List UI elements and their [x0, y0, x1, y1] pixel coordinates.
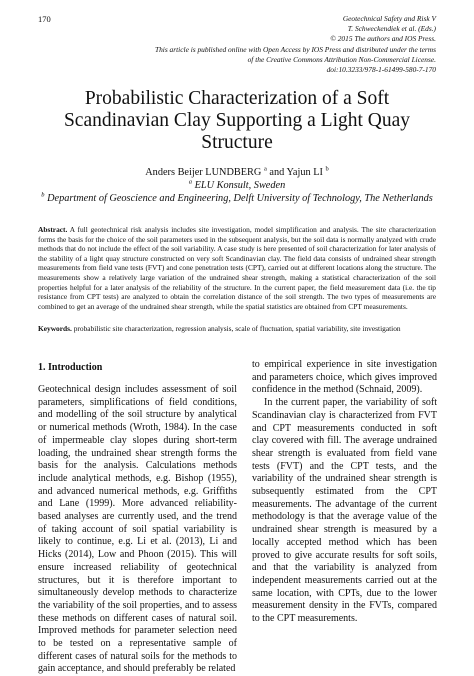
author-name: Anders Beijer LUNDBERG [145, 167, 262, 178]
body-paragraph: In the current paper, the variability of soft Scandinavian clay is characterized from FVT and CPT measurements conducted in soft clay covered with fill. The average undrained shear strength is evaluated from field vane tests (FVT) and the CPT tests, and the variability of the undrained shear strength is subsequently estimated from the CPT measurements. The advantage of the current methodology is that the average value of the undrained shear strength is measured by a locally accepted method which has been proved to give accurate results for soft soils, and that the variability is analyzed from independent measurements carried out at the same location, with CPTs, due to the lower measurement density in the FVTs, compared to the CPT measurements. [252, 397, 437, 625]
keywords [38, 324, 436, 334]
header-metadata [106, 14, 436, 75]
paper-title [40, 88, 434, 154]
page-number: 170 [38, 14, 51, 24]
author-block [20, 166, 454, 205]
header-line-book-title: Geotechnical Safety and Risk V [342, 14, 436, 23]
author-affil-marker: a [263, 165, 267, 173]
body-paragraph: Geotechnical design includes assessment of soil parameters, simplifications of field conditions, and modelling of the soil structure by analytical or numerical methods (Wroth, 1984). In the case of impermeable clay slopes during short-term loading, the undrained shear strength forms the basis for the analysis. Calculations methods include analytical methods, e.g. Bishop (1955), and advanced numerical methods, e.g. Griffiths and Lane (1999). More advanced reliability-based analyses are currently used, and the trend of taking account of soil spatial variability is likely to continue, e.g. Li et al. (2013), Li and Hicks (2014), Low and Phoon (2015). This will ensure increased reliability of geotechnical structures, but it is therefore important to simultaneously develop methods to characterize the variability of the soil properties, and to assess these methods on different cases of natural soil. Improved methods for parameter selection need to be tested on a representative sample of different cases of natural soils for the methods to gain acceptance, and should preferably be related [38, 384, 237, 675]
title-line: Scandinavian Clay Supporting a Light Quay [63, 110, 411, 131]
abstract [38, 225, 436, 311]
keywords-text: probabilistic site characterization, regression analysis, scale of fluctuation, spatial variability, site investigation [73, 324, 401, 333]
header-line-license-1: This article is published online with Open Access by IOS Press and distributed under the terms [154, 44, 436, 54]
author-affil-marker: b [325, 165, 329, 173]
author-conjunction: and [269, 167, 285, 178]
title-line: Probabilistic Characterization of a Soft [84, 88, 390, 109]
affil-text: ELU Konsult, Sweden [194, 180, 286, 191]
abstract-label: Abstract. [38, 225, 68, 234]
header-line-editors: T. Schweckendiek et al. (Eds.) [347, 24, 436, 34]
author-name: Yajun LI [286, 167, 323, 178]
affil-marker: b [41, 191, 45, 199]
title-line: Structure [201, 132, 273, 153]
keywords-label: Keywords. [38, 324, 72, 333]
abstract-text: A full geotechnical risk analysis includes site investigation, model simplification and analysis. The site characterization forms the basis for the choice of the soil parameters used in the subsequent analysis, but the soil data is normally analyzed with crude methods that do not include the effect of the soil variability. A case study is here presented of soil characterization for later analysis of the stability of a light quay structure constructed on very soft Scandinavian clay. The field data consists of undrained shear strength measurements from field vane tests (FVT) and cone penetration tests (CPT), carried out at different locations along the structure. The measurements show a relatively large variation of the undrained shear strength, making a statistical characterization of the soil properties helpful for a later analysis of the reliability of the structure. In the current paper, the field measurement data (i.e. the tip resistance from CPT tests) are analyzed to obtain the correlation distance of the soil strength. The two types of measurements are combined to get an average of the undrained shear strength, while the spatial statistics are obtained from CPT measurements. [38, 225, 436, 311]
affil-marker: a [188, 178, 192, 186]
right-column [252, 359, 437, 626]
section-heading-introduction: 1. Introduction [38, 362, 103, 373]
body-paragraph: to empirical experience in site investigation and parameters choice, which gives improved confidence in the method (Schnaid, 2009). [252, 359, 437, 396]
author-line [20, 166, 454, 179]
header-line-copyright: © 2015 The authors and IOS Press. [330, 34, 436, 44]
header-line-license-2: of the Creative Commons Attribution Non-Commercial License. [247, 54, 436, 64]
affil-text: Department of Geoscience and Engineering, Delft University of Technology, The Netherlands [47, 193, 433, 204]
left-column [38, 384, 237, 676]
header-line-doi: doi:10.3233/978-1-61499-580-7-170 [326, 65, 436, 75]
affiliation-a [20, 179, 454, 192]
affiliation-b [20, 192, 454, 205]
